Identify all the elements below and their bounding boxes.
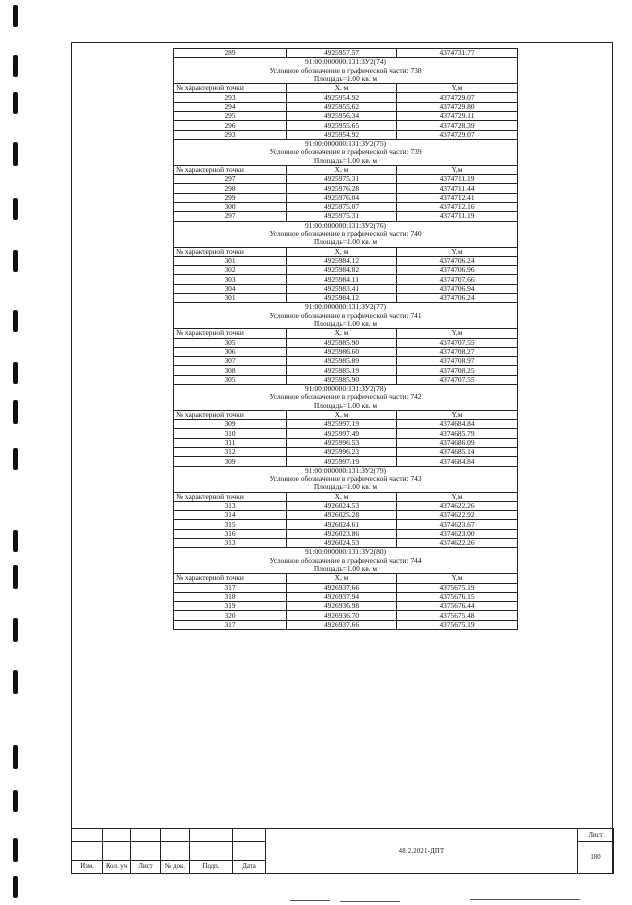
section-header-row bbox=[174, 148, 518, 156]
point-number: 304 bbox=[174, 284, 287, 293]
point-number: 293 bbox=[174, 130, 287, 139]
scan-artifact bbox=[470, 899, 580, 900]
point-number: 306 bbox=[174, 347, 287, 356]
section-code: 91:00:000000:131:ЗУ2(74) bbox=[174, 58, 518, 67]
table-row bbox=[174, 193, 518, 202]
x-value: 4925997.49 bbox=[287, 429, 397, 438]
point-number: 313 bbox=[174, 501, 287, 510]
section-header-row bbox=[174, 565, 518, 574]
x-value: 4925975.31 bbox=[287, 175, 397, 184]
point-number: 309 bbox=[174, 420, 287, 429]
point-number: 296 bbox=[174, 121, 287, 130]
point-number: 308 bbox=[174, 366, 287, 375]
column-header-y: Y,м bbox=[397, 84, 518, 93]
stamp-cell bbox=[161, 829, 190, 842]
table-row bbox=[174, 602, 518, 611]
x-value: 4926937.66 bbox=[287, 583, 397, 592]
section-header-row bbox=[174, 402, 518, 411]
column-header-y: Y,м bbox=[397, 492, 518, 501]
column-header-x: X, м bbox=[287, 574, 397, 583]
table-row bbox=[174, 93, 518, 102]
y-value: 4374708.97 bbox=[397, 357, 518, 366]
sheet-label: Лист bbox=[578, 829, 614, 842]
section-area: Площадь=1.00 кв. м bbox=[174, 483, 518, 492]
column-header-point: № характерной точки bbox=[174, 247, 287, 256]
y-value: 4374729.07 bbox=[397, 130, 518, 139]
column-header-row bbox=[174, 574, 518, 583]
section-area: Площадь=1.00 кв. м bbox=[174, 157, 518, 166]
x-value: 4925986.60 bbox=[287, 347, 397, 356]
section-header-row bbox=[174, 221, 518, 230]
y-value: 4374707.55 bbox=[397, 338, 518, 347]
x-value: 4925976.28 bbox=[287, 184, 397, 193]
table-row bbox=[174, 539, 518, 548]
x-value: 4925985.90 bbox=[287, 338, 397, 347]
scan-artifact bbox=[290, 900, 330, 901]
table-row bbox=[174, 429, 518, 438]
table-row bbox=[174, 266, 518, 275]
x-value: 4925984.82 bbox=[287, 266, 397, 275]
table-row bbox=[174, 520, 518, 529]
x-value: 4925996.23 bbox=[287, 448, 397, 457]
column-header-row bbox=[174, 165, 518, 174]
point-number: 301 bbox=[174, 256, 287, 265]
point-number: 293 bbox=[174, 93, 287, 102]
section-header-row bbox=[174, 475, 518, 483]
table-row bbox=[174, 175, 518, 184]
y-value: 4374623.00 bbox=[397, 529, 518, 538]
document-code: 48.2.2021-ДПТ bbox=[266, 829, 578, 874]
column-header-x: X, м bbox=[287, 247, 397, 256]
x-value: 4926936.98 bbox=[287, 602, 397, 611]
y-value: 4374684.84 bbox=[397, 420, 518, 429]
binding-marks bbox=[13, 0, 19, 905]
y-value: 4375676.15 bbox=[397, 592, 518, 601]
section-legend: Условное обозначение в графической части: 739 bbox=[174, 148, 518, 156]
stamp-label-date: Дата bbox=[233, 860, 266, 873]
stamp-cell bbox=[72, 829, 103, 842]
y-value: 4375676.44 bbox=[397, 602, 518, 611]
column-header-x: X, м bbox=[287, 329, 397, 338]
table-row bbox=[174, 366, 518, 375]
stamp-cell bbox=[103, 842, 131, 860]
x-value: 4925996.53 bbox=[287, 438, 397, 447]
coordinates-table bbox=[173, 48, 518, 630]
table-row bbox=[174, 511, 518, 520]
stamp-cell bbox=[233, 829, 266, 842]
y-value: 4375675.19 bbox=[397, 583, 518, 592]
table-row bbox=[174, 284, 518, 293]
column-header-row bbox=[174, 410, 518, 419]
x-value: 4925984.12 bbox=[287, 294, 397, 303]
section-code: 91:00:000000:131:ЗУ2(75) bbox=[174, 139, 518, 148]
point-number: 318 bbox=[174, 592, 287, 601]
x-value: 4926024.53 bbox=[287, 501, 397, 510]
x-value: 4926023.86 bbox=[287, 529, 397, 538]
point-number: 300 bbox=[174, 203, 287, 212]
table-row bbox=[174, 112, 518, 121]
column-header-point: № характерной точки bbox=[174, 574, 287, 583]
stamp-cell bbox=[103, 829, 131, 842]
stamp-label-doc: № док. bbox=[161, 860, 190, 873]
table-row bbox=[174, 501, 518, 510]
x-value: 4925955.62 bbox=[287, 102, 397, 111]
y-value: 4374711.19 bbox=[397, 175, 518, 184]
point-number: 311 bbox=[174, 438, 287, 447]
y-value: 4374729.80 bbox=[397, 102, 518, 111]
section-header-row bbox=[174, 384, 518, 393]
point-number: 295 bbox=[174, 112, 287, 121]
section-header-row bbox=[174, 139, 518, 148]
stamp-cell bbox=[72, 842, 103, 860]
section-header-row bbox=[174, 303, 518, 312]
table-row bbox=[174, 357, 518, 366]
y-value: 4374706.24 bbox=[397, 294, 518, 303]
section-header-row bbox=[174, 67, 518, 75]
table-row bbox=[174, 375, 518, 384]
title-block bbox=[71, 828, 614, 874]
column-header-y: Y,м bbox=[397, 329, 518, 338]
section-header-row bbox=[174, 238, 518, 247]
y-value: 4374729.11 bbox=[397, 112, 518, 121]
table-row bbox=[174, 620, 518, 629]
x-value: 4925976.04 bbox=[287, 193, 397, 202]
table-row bbox=[174, 420, 518, 429]
stamp-label-count: Кол. уч bbox=[103, 860, 131, 873]
section-header-row bbox=[174, 557, 518, 565]
table-row bbox=[174, 212, 518, 221]
y-value: 4374707.55 bbox=[397, 375, 518, 384]
table-row bbox=[174, 338, 518, 347]
column-header-x: X, м bbox=[287, 492, 397, 501]
table-row bbox=[174, 448, 518, 457]
x-value: 4925997.19 bbox=[287, 420, 397, 429]
table-row bbox=[174, 611, 518, 620]
column-header-x: X, м bbox=[287, 165, 397, 174]
x-value: 4925984.12 bbox=[287, 256, 397, 265]
section-code: 91:00:000000:131:ЗУ2(77) bbox=[174, 303, 518, 312]
point-number: 303 bbox=[174, 275, 287, 284]
point-number: 317 bbox=[174, 620, 287, 629]
section-legend: Условное обозначение в графической части: 742 bbox=[174, 393, 518, 401]
x-value: 4925984.11 bbox=[287, 275, 397, 284]
y-value: 4374686.09 bbox=[397, 438, 518, 447]
table-row bbox=[174, 457, 518, 466]
column-header-row bbox=[174, 247, 518, 256]
section-legend: Условное обозначение в графической части: 740 bbox=[174, 230, 518, 238]
x-value: 4925957.57 bbox=[287, 49, 397, 58]
point-number: 302 bbox=[174, 266, 287, 275]
stamp-cell bbox=[131, 829, 161, 842]
y-value: 4374685.79 bbox=[397, 429, 518, 438]
table-row bbox=[174, 583, 518, 592]
point-number: 305 bbox=[174, 338, 287, 347]
section-legend: Условное обозначение в графической части: 744 bbox=[174, 557, 518, 565]
point-number: 309 bbox=[174, 457, 287, 466]
stamp-label-change: Изм. bbox=[72, 860, 103, 873]
table-row bbox=[174, 121, 518, 130]
y-value: 4374708.25 bbox=[397, 366, 518, 375]
y-value: 4374707.66 bbox=[397, 275, 518, 284]
section-header-row bbox=[174, 548, 518, 557]
y-value: 4375675.48 bbox=[397, 611, 518, 620]
column-header-point: № характерной точки bbox=[174, 492, 287, 501]
y-value: 4374711.44 bbox=[397, 184, 518, 193]
section-code: 91:00:000000:131:ЗУ2(80) bbox=[174, 548, 518, 557]
x-value: 4926024.53 bbox=[287, 539, 397, 548]
x-value: 4925985.19 bbox=[287, 366, 397, 375]
point-number: 315 bbox=[174, 520, 287, 529]
y-value: 4374622.26 bbox=[397, 539, 518, 548]
x-value: 4925954.92 bbox=[287, 130, 397, 139]
point-number: 305 bbox=[174, 375, 287, 384]
column-header-row bbox=[174, 492, 518, 501]
column-header-y: Y,м bbox=[397, 574, 518, 583]
table-row bbox=[174, 130, 518, 139]
x-value: 4925997.19 bbox=[287, 457, 397, 466]
point-number: 310 bbox=[174, 429, 287, 438]
stamp-cell bbox=[190, 829, 233, 842]
stamp-label-signature: Подп. bbox=[190, 860, 233, 873]
y-value: 4375675.19 bbox=[397, 620, 518, 629]
table-row bbox=[174, 438, 518, 447]
point-number: 320 bbox=[174, 611, 287, 620]
stamp-cell bbox=[161, 842, 190, 860]
stamp-cell bbox=[190, 842, 233, 860]
section-header-row bbox=[174, 75, 518, 84]
table-row bbox=[174, 102, 518, 111]
x-value: 4925955.65 bbox=[287, 121, 397, 130]
point-number: 297 bbox=[174, 212, 287, 221]
y-value: 4374728.39 bbox=[397, 121, 518, 130]
x-value: 4925975.31 bbox=[287, 212, 397, 221]
y-value: 4374706.24 bbox=[397, 256, 518, 265]
scan-artifact bbox=[340, 901, 400, 902]
column-header-y: Y,м bbox=[397, 247, 518, 256]
section-header-row bbox=[174, 320, 518, 329]
column-header-point: № характерной точки bbox=[174, 329, 287, 338]
point-number: 319 bbox=[174, 602, 287, 611]
section-header-row bbox=[174, 157, 518, 166]
section-legend: Условное обозначение в графической части: 738 bbox=[174, 67, 518, 75]
y-value: 4374685.14 bbox=[397, 448, 518, 457]
stamp-cell bbox=[131, 842, 161, 860]
y-value: 4374708.27 bbox=[397, 347, 518, 356]
column-header-point: № характерной точки bbox=[174, 410, 287, 419]
x-value: 4926936.70 bbox=[287, 611, 397, 620]
y-value: 4374684.84 bbox=[397, 457, 518, 466]
sheet-number: 180 bbox=[578, 842, 614, 874]
column-header-x: X, м bbox=[287, 410, 397, 419]
x-value: 4926025.28 bbox=[287, 511, 397, 520]
point-number: 294 bbox=[174, 102, 287, 111]
table-row bbox=[174, 529, 518, 538]
y-value: 4374729.07 bbox=[397, 93, 518, 102]
section-area: Площадь=1.00 кв. м bbox=[174, 238, 518, 247]
section-legend: Условное обозначение в графической части: 743 bbox=[174, 475, 518, 483]
table-row bbox=[174, 256, 518, 265]
x-value: 4926937.66 bbox=[287, 620, 397, 629]
point-number: 301 bbox=[174, 294, 287, 303]
point-number: 314 bbox=[174, 511, 287, 520]
section-area: Площадь=1.00 кв. м bbox=[174, 320, 518, 329]
x-value: 4925985.89 bbox=[287, 357, 397, 366]
point-number: 317 bbox=[174, 583, 287, 592]
section-legend: Условное обозначение в графической части: 741 bbox=[174, 312, 518, 320]
point-number: 313 bbox=[174, 539, 287, 548]
section-header-row bbox=[174, 58, 518, 67]
section-area: Площадь=1.00 кв. м bbox=[174, 402, 518, 411]
y-value: 4374623.67 bbox=[397, 520, 518, 529]
section-code: 91:00:000000:131:ЗУ2(76) bbox=[174, 221, 518, 230]
x-value: 4926024.61 bbox=[287, 520, 397, 529]
y-value: 4374712.16 bbox=[397, 203, 518, 212]
y-value: 4374712.41 bbox=[397, 193, 518, 202]
point-number: 312 bbox=[174, 448, 287, 457]
column-header-point: № характерной точки bbox=[174, 84, 287, 93]
column-header-point: № характерной точки bbox=[174, 165, 287, 174]
section-header-row bbox=[174, 312, 518, 320]
x-value: 4925956.34 bbox=[287, 112, 397, 121]
column-header-y: Y,м bbox=[397, 410, 518, 419]
table-row bbox=[174, 203, 518, 212]
column-header-row bbox=[174, 329, 518, 338]
column-header-row bbox=[174, 84, 518, 93]
table-row bbox=[174, 49, 518, 58]
point-number: 298 bbox=[174, 184, 287, 193]
y-value: 4374622.92 bbox=[397, 511, 518, 520]
point-number: 299 bbox=[174, 193, 287, 202]
stamp-cell bbox=[233, 842, 266, 860]
x-value: 4926937.94 bbox=[287, 592, 397, 601]
point-number: 289 bbox=[174, 49, 287, 58]
y-value: 4374706.94 bbox=[397, 284, 518, 293]
section-area: Площадь=1.00 кв. м bbox=[174, 75, 518, 84]
table-row bbox=[174, 347, 518, 356]
y-value: 4374622.26 bbox=[397, 501, 518, 510]
section-code: 91:00:000000:131:ЗУ2(79) bbox=[174, 466, 518, 475]
table-row bbox=[174, 184, 518, 193]
column-header-y: Y,м bbox=[397, 165, 518, 174]
table-row bbox=[174, 294, 518, 303]
point-number: 297 bbox=[174, 175, 287, 184]
column-header-x: X, м bbox=[287, 84, 397, 93]
point-number: 316 bbox=[174, 529, 287, 538]
x-value: 4925983.41 bbox=[287, 284, 397, 293]
x-value: 4925975.07 bbox=[287, 203, 397, 212]
section-area: Площадь=1.00 кв. м bbox=[174, 565, 518, 574]
x-value: 4925954.92 bbox=[287, 93, 397, 102]
table-row bbox=[174, 592, 518, 601]
section-header-row bbox=[174, 393, 518, 401]
point-number: 307 bbox=[174, 357, 287, 366]
section-header-row bbox=[174, 466, 518, 475]
section-header-row bbox=[174, 483, 518, 492]
y-value: 4374731.77 bbox=[397, 49, 518, 58]
y-value: 4374711.19 bbox=[397, 212, 518, 221]
section-code: 91:00:000000:131:ЗУ2(78) bbox=[174, 384, 518, 393]
section-header-row bbox=[174, 230, 518, 238]
x-value: 4925985.90 bbox=[287, 375, 397, 384]
stamp-label-sheet: Лист bbox=[131, 860, 161, 873]
table-row bbox=[174, 275, 518, 284]
y-value: 4374706.96 bbox=[397, 266, 518, 275]
